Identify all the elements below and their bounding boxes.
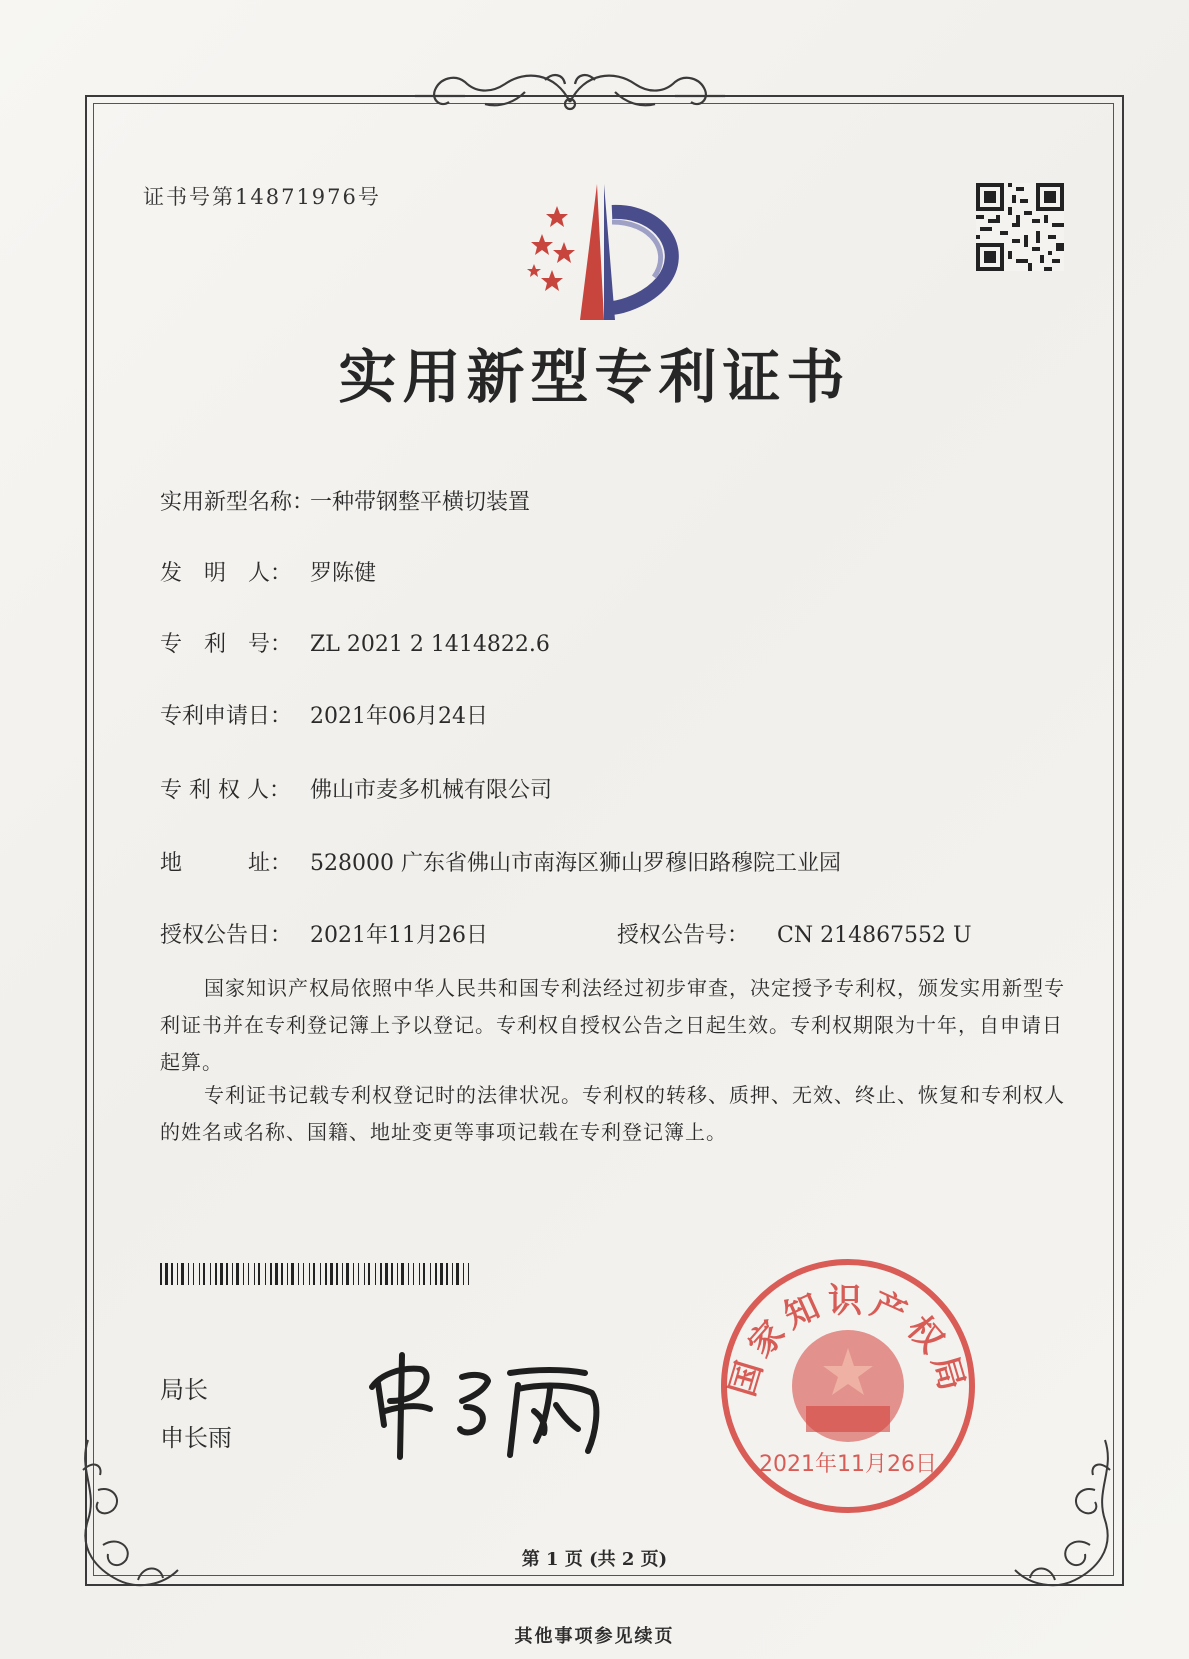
- inventor-value: 罗陈健: [310, 561, 377, 586]
- qr-code-icon: [976, 183, 1064, 271]
- grant-date-row: [160, 918, 488, 949]
- barcode-bar: [375, 1263, 376, 1285]
- barcode-bar: [215, 1263, 217, 1285]
- barcode-bar: [452, 1263, 453, 1285]
- barcode-bar: [463, 1263, 464, 1285]
- filing-date-label: 专利申请日：: [160, 704, 293, 729]
- barcode-bar: [456, 1263, 459, 1285]
- statement-paragraph-1: 国家知识产权局依照中华人民共和国专利法经过初步审查，决定授予专利权，颁发实用新型专利证书并在专利登记簿上予以登记。专利权自授权公告之日起生效。专利权期限为十年，自申请日起算。: [160, 976, 1065, 1074]
- barcode-bar: [193, 1263, 194, 1285]
- barcode-bar: [258, 1263, 260, 1285]
- barcode-bar: [430, 1263, 431, 1285]
- barcode-bar: [320, 1263, 321, 1285]
- barcode-bar: [160, 1263, 162, 1285]
- barcode-bar: [275, 1263, 278, 1285]
- barcode-bar: [358, 1263, 359, 1285]
- barcode-bar: [309, 1263, 310, 1285]
- barcode-bar: [199, 1263, 200, 1285]
- director-signature-icon: [360, 1345, 620, 1465]
- barcode-bar: [243, 1263, 244, 1285]
- inventor-row: [160, 556, 376, 587]
- barcode-bar: [254, 1263, 255, 1285]
- barcode-bar: [303, 1263, 304, 1285]
- address-value: 528000 广东省佛山市南海区狮山罗穆旧路穆院工业园: [310, 851, 841, 876]
- barcode-bar: [165, 1263, 168, 1285]
- filing-date-row: [160, 699, 488, 730]
- barcode-bar: [468, 1263, 469, 1285]
- barcode-bar: [364, 1263, 365, 1285]
- barcode-bar: [385, 1263, 388, 1285]
- bottom-left-ornament-icon: [68, 1430, 188, 1600]
- patentee-label: 专 利 权 人：: [160, 778, 291, 803]
- grant-number-value: CN 214867552 U: [777, 923, 972, 948]
- statement-paragraph-2: 专利证书记载专利权登记时的法律状况。专利权的转移、质押、无效、终止、恢复和专利权人的姓名或名称、国籍、地址变更等事项记载在专利登记簿上。: [160, 1083, 1065, 1144]
- footer-note: 其他事项参见续页: [514, 1626, 675, 1647]
- barcode-icon: [160, 1263, 473, 1285]
- barcode-bar: [330, 1263, 333, 1285]
- barcode-bar: [203, 1263, 205, 1285]
- seal-text: 国家知识产权局: [722, 1281, 974, 1401]
- barcode-bar: [419, 1263, 420, 1285]
- barcode-bar: [220, 1263, 223, 1285]
- barcode-bar: [346, 1263, 349, 1285]
- barcode-bar: [313, 1263, 315, 1285]
- patent-number-label: 专 利 号：: [160, 632, 293, 657]
- inventor-label: 发 明 人：: [160, 561, 293, 586]
- barcode-bar: [368, 1263, 370, 1285]
- address-label: 地 址：: [160, 851, 293, 876]
- barcode-bar: [287, 1263, 288, 1285]
- official-seal-icon: [718, 1256, 978, 1516]
- barcode-bar: [210, 1263, 211, 1285]
- utility-model-name-value: 一种带钢整平横切装置: [310, 490, 531, 515]
- utility-model-name-row: [160, 485, 530, 516]
- barcode-bar: [401, 1263, 404, 1285]
- director-name: 申长雨: [160, 1424, 232, 1452]
- barcode-bar: [281, 1263, 283, 1285]
- barcode-bar: [353, 1263, 354, 1285]
- utility-model-name-label: 实用新型名称：: [160, 490, 315, 515]
- barcode-bar: [171, 1263, 173, 1285]
- barcode-bar: [336, 1263, 338, 1285]
- barcode-bar: [391, 1263, 393, 1285]
- bottom-right-ornament-icon: [1005, 1430, 1125, 1600]
- barcode-bar: [380, 1263, 382, 1285]
- barcode-bar: [435, 1263, 437, 1285]
- barcode-bar: [226, 1263, 228, 1285]
- barcode-bar: [440, 1263, 443, 1285]
- grant-number-label: 授权公告号：: [617, 923, 750, 948]
- barcode-bar: [248, 1263, 249, 1285]
- barcode-bar: [397, 1263, 398, 1285]
- barcode-bar: [413, 1263, 414, 1285]
- barcode-bar: [265, 1263, 266, 1285]
- seal-date: 2021年11月26日: [759, 1452, 937, 1477]
- page-number: 第 1 页 (共 2 页): [521, 1549, 668, 1570]
- barcode-bar: [232, 1263, 233, 1285]
- barcode-bar: [408, 1263, 409, 1285]
- barcode-bar: [325, 1263, 327, 1285]
- barcode-bar: [446, 1263, 448, 1285]
- patent-office-logo-icon: [512, 182, 692, 327]
- barcode-bar: [291, 1263, 294, 1285]
- certificate-number: 证书号第14871976号: [143, 185, 381, 209]
- barcode-bar: [236, 1263, 239, 1285]
- director-title: 局长: [160, 1376, 208, 1404]
- patent-number-row: [160, 627, 550, 658]
- barcode-bar: [298, 1263, 299, 1285]
- address-row: [160, 846, 841, 877]
- barcode-bar: [342, 1263, 343, 1285]
- patent-number-value: ZL 2021 2 1414822.6: [310, 632, 550, 657]
- barcode-bar: [270, 1263, 272, 1285]
- grant-number-row: [617, 918, 972, 949]
- top-ornament-icon: [405, 62, 735, 122]
- certificate-title: 实用新型专利证书: [338, 343, 851, 411]
- grant-date-label: 授权公告日：: [160, 923, 293, 948]
- filing-date-value: 2021年06月24日: [310, 704, 488, 729]
- grant-date-value: 2021年11月26日: [310, 923, 488, 948]
- barcode-bar: [181, 1263, 184, 1285]
- patentee-row: [160, 773, 552, 804]
- barcode-bar: [177, 1263, 178, 1285]
- patentee-value: 佛山市麦多机械有限公司: [310, 778, 553, 803]
- barcode-bar: [423, 1263, 425, 1285]
- barcode-bar: [188, 1263, 189, 1285]
